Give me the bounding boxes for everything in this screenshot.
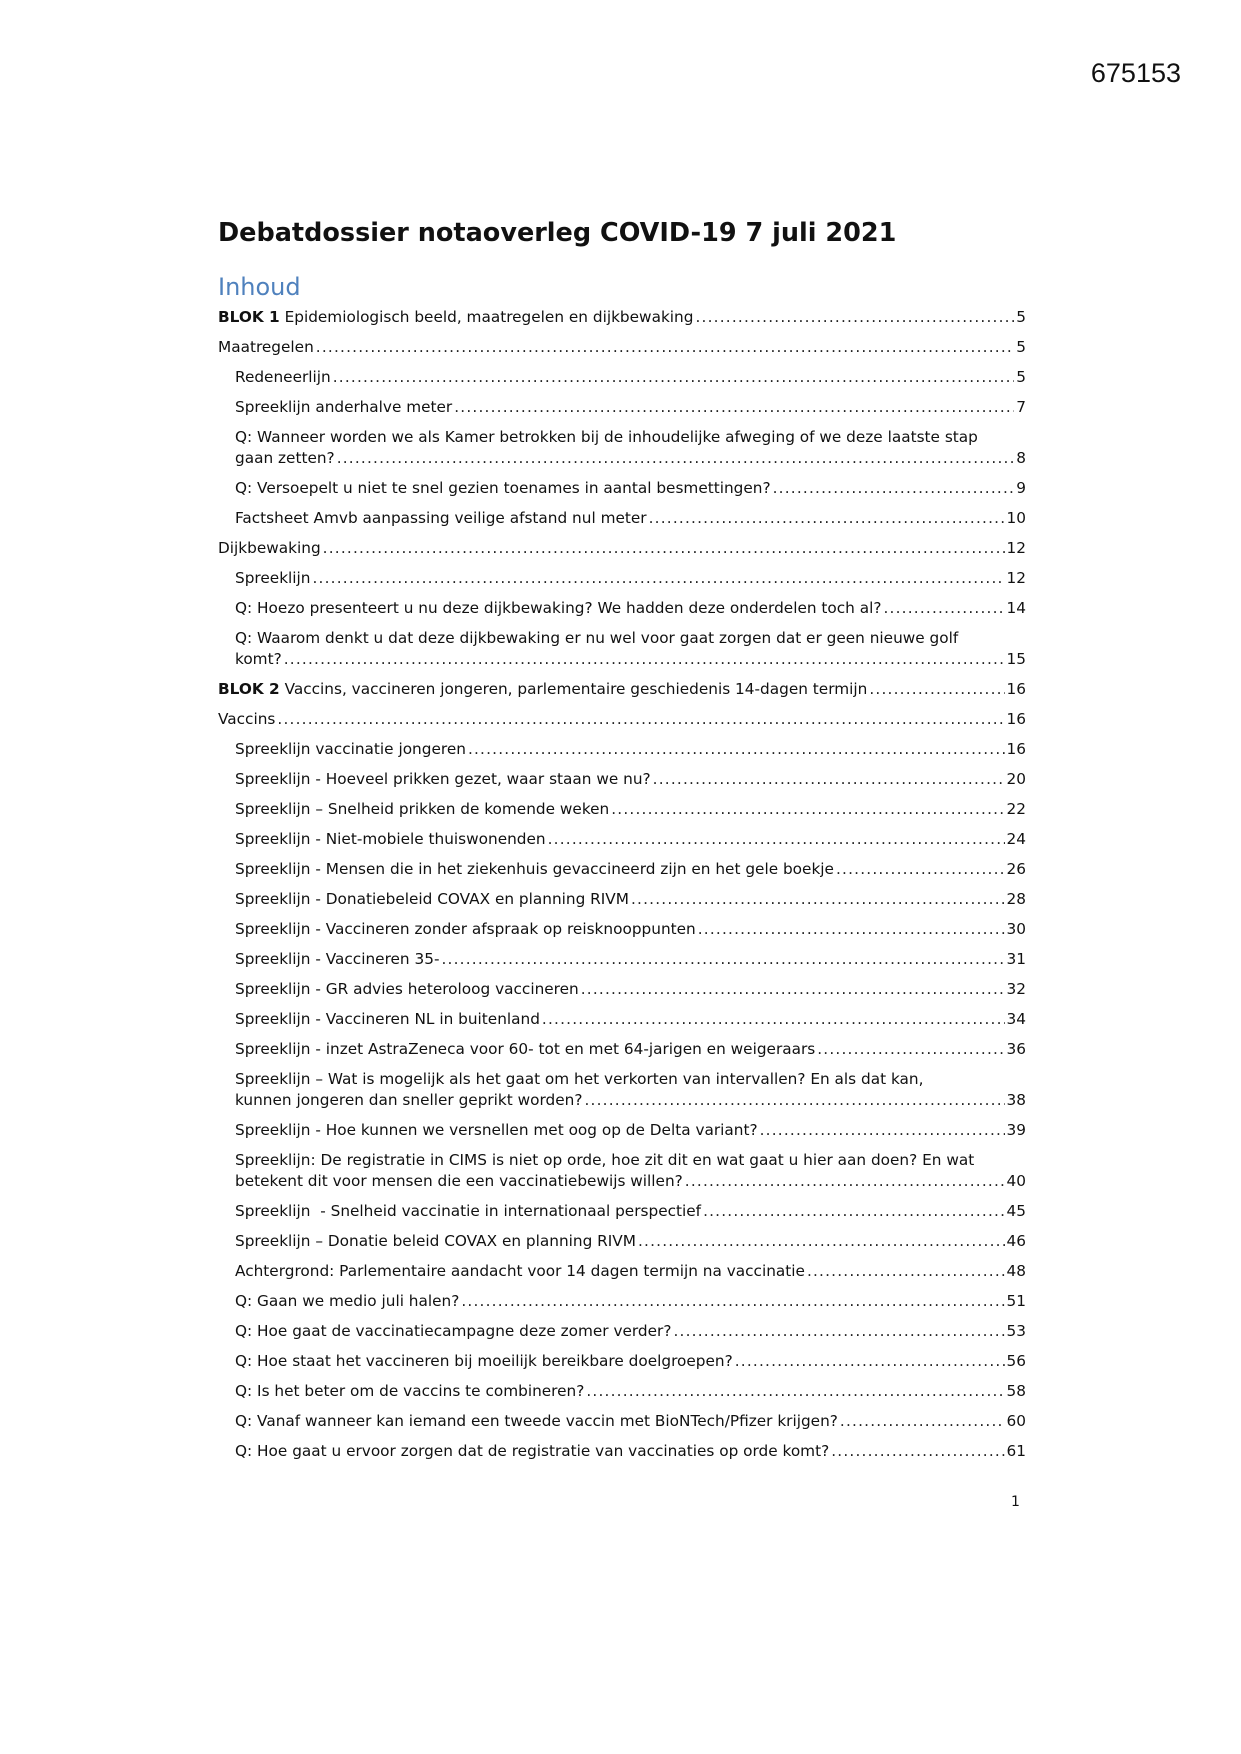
dot-leader	[333, 367, 1015, 388]
toc-entry-text	[218, 337, 314, 358]
dot-leader	[836, 859, 1005, 880]
toc-entry-label: kunnen jongeren dan sneller geprikt worden?	[235, 1091, 583, 1109]
toc-entry-text	[235, 568, 311, 589]
toc-entry-label: komt?	[235, 650, 282, 668]
dot-leader	[313, 568, 1005, 589]
toc-entry-label: Spreeklijn – Donatie beleid COVAX en planning RIVM	[235, 1232, 636, 1250]
toc-entry[interactable]	[235, 1120, 1026, 1150]
toc-entry-text	[235, 448, 335, 469]
toc-entry[interactable]	[235, 568, 1026, 598]
toc-entry-text	[235, 949, 439, 970]
toc-page-number: 5	[1016, 338, 1026, 356]
dot-leader	[869, 679, 1004, 700]
toc-entry[interactable]	[235, 799, 1026, 829]
toc-entry-text	[218, 679, 867, 700]
toc-entry-label: Factsheet Amvb aanpassing veilige afstand nul meter	[235, 509, 647, 527]
toc-page-number: 56	[1006, 1352, 1026, 1370]
toc-entry-text	[235, 1120, 758, 1141]
toc-entry[interactable]	[235, 979, 1026, 1009]
toc-entry[interactable]	[235, 1441, 1026, 1471]
toc-entry-label: Q: Vanaf wanneer kan iemand een tweede vaccin met BioNTech/Pfizer krijgen?	[235, 1412, 838, 1430]
toc-page-number: 20	[1006, 770, 1026, 788]
toc-block-label: BLOK 1	[218, 308, 280, 326]
toc-entry-text	[235, 769, 651, 790]
toc-entry-text-line1: Q: Waarom denkt u dat deze dijkbewaking er nu wel voor gaat zorgen dat er geen nieuwe golf	[235, 629, 959, 647]
dot-leader	[277, 709, 1004, 730]
dot-leader	[548, 829, 1005, 850]
toc-entry[interactable]	[235, 1411, 1026, 1441]
toc-entry[interactable]	[235, 628, 1026, 679]
toc-entry-label: Q: Hoe gaat u ervoor zorgen dat de registratie van vaccinaties op orde komt?	[235, 1442, 830, 1460]
toc-entry-label: gaan zetten?	[235, 449, 335, 467]
dot-leader	[323, 538, 1005, 559]
dot-leader	[461, 1291, 1004, 1312]
toc-entry-text	[235, 649, 282, 670]
toc-page-number: 58	[1006, 1382, 1026, 1400]
toc-page-number: 32	[1006, 980, 1026, 998]
toc-page-number: 31	[1006, 950, 1026, 968]
toc-entry-text	[235, 478, 771, 499]
toc-page-number: 34	[1006, 1010, 1026, 1028]
toc-entry-text	[235, 1351, 733, 1372]
dot-leader	[441, 949, 1004, 970]
toc-entry-text	[235, 1321, 671, 1342]
toc-entry-label: Spreeklijn – Snelheid prikken de komende weken	[235, 800, 610, 818]
dot-leader	[735, 1351, 1005, 1372]
toc-page-number: 14	[1006, 599, 1026, 617]
dot-leader	[581, 979, 1005, 1000]
dot-leader	[611, 799, 1004, 820]
toc-page-number: 15	[1006, 650, 1026, 668]
toc-entry-text	[235, 598, 882, 619]
dot-leader	[685, 1171, 1005, 1192]
toc-page-number: 45	[1006, 1202, 1026, 1220]
toc-entry[interactable]	[235, 769, 1026, 799]
toc-entry-label: Spreeklijn - Donatiebeleid COVAX en planning RIVM	[235, 890, 629, 908]
toc-page-number: 22	[1006, 800, 1026, 818]
dot-leader	[760, 1120, 1005, 1141]
toc-entry[interactable]	[235, 1321, 1026, 1351]
dot-leader	[773, 478, 1015, 499]
toc-entry[interactable]	[218, 337, 1026, 367]
toc-entry[interactable]	[218, 538, 1026, 568]
toc-entry-label: Maatregelen	[218, 338, 314, 356]
toc-entry-label: Achtergrond: Parlementaire aandacht voor 14 dagen termijn na vaccinatie	[235, 1262, 805, 1280]
toc-heading: Inhoud	[218, 273, 301, 301]
toc-page-number: 12	[1006, 569, 1026, 587]
toc-entry-text	[218, 538, 321, 559]
toc-entry-label: Spreeklijn - GR advies heteroloog vaccineren	[235, 980, 579, 998]
document-id: 675153	[1090, 58, 1181, 88]
toc-entry-label: Spreeklijn	[235, 569, 311, 587]
toc-page-number: 24	[1006, 830, 1026, 848]
dot-leader	[542, 1009, 1005, 1030]
table-of-contents	[218, 307, 1026, 1471]
toc-entry[interactable]	[218, 679, 1026, 709]
toc-entry[interactable]	[235, 508, 1026, 538]
dot-leader	[284, 649, 1005, 670]
page-number: 1	[1011, 1494, 1020, 1510]
toc-entry[interactable]	[218, 709, 1026, 739]
toc-entry-label: Vaccins, vaccineren jongeren, parlementaire geschiedenis 14-dagen termijn	[279, 680, 868, 698]
toc-entry-text-line1: Spreeklijn: De registratie in CIMS is niet op orde, hoe zit dit en wat gaat u hier aan doen? En wat	[235, 1151, 975, 1169]
toc-entry-text	[235, 1411, 838, 1432]
toc-page-number: 5	[1016, 308, 1026, 326]
toc-page-number: 60	[1006, 1412, 1026, 1430]
toc-entry-label: Q: Hoezo presenteert u nu deze dijkbewaking? We hadden deze onderdelen toch al?	[235, 599, 882, 617]
toc-page-number: 53	[1006, 1322, 1026, 1340]
toc-page-number: 39	[1006, 1121, 1026, 1139]
toc-entry[interactable]	[235, 1231, 1026, 1261]
toc-entry-text	[218, 307, 693, 328]
toc-page-number: 38	[1006, 1091, 1026, 1109]
dot-leader	[316, 337, 1014, 358]
toc-page-number: 40	[1006, 1172, 1026, 1190]
toc-entry-text	[235, 799, 609, 820]
toc-entry[interactable]	[235, 889, 1026, 919]
dot-leader	[884, 598, 1005, 619]
dot-leader	[703, 1201, 1004, 1222]
toc-entry-label: Spreeklijn - Vaccineren 35-	[235, 950, 440, 968]
toc-entry-label: Dijkbewaking	[218, 539, 321, 557]
toc-entry-text-line1: Q: Wanneer worden we als Kamer betrokken bij de inhoudelijke afweging of we deze laatste stap	[235, 428, 978, 446]
toc-entry-text	[235, 1171, 683, 1192]
toc-entry[interactable]	[235, 397, 1026, 427]
toc-entry-label: Vaccins	[218, 710, 276, 728]
toc-page-number: 9	[1016, 479, 1026, 497]
toc-page-number: 28	[1006, 890, 1026, 908]
dot-leader	[831, 1441, 1004, 1462]
toc-entry-label: Epidemiologisch beeld, maatregelen en dijkbewaking	[279, 308, 694, 326]
toc-entry[interactable]	[235, 1261, 1026, 1291]
toc-page-number: 16	[1006, 680, 1026, 698]
toc-entry-text	[235, 919, 696, 940]
toc-entry[interactable]	[235, 1351, 1026, 1381]
toc-entry-text-line1: Spreeklijn – Wat is mogelijk als het gaat om het verkorten van intervallen? En als dat kan,	[235, 1070, 924, 1088]
toc-block-label: BLOK 2	[218, 680, 280, 698]
toc-page-number: 16	[1006, 740, 1026, 758]
dot-leader	[586, 1381, 1004, 1402]
toc-entry-text	[235, 1291, 459, 1312]
toc-entry-text	[235, 979, 579, 1000]
toc-entry-text	[235, 1381, 584, 1402]
toc-entry-label: Spreeklijn - Hoe kunnen we versnellen met oog op de Delta variant?	[235, 1121, 758, 1139]
dot-leader	[673, 1321, 1004, 1342]
dot-leader	[817, 1039, 1004, 1060]
toc-entry-text	[235, 508, 647, 529]
toc-entry[interactable]	[218, 307, 1026, 337]
dot-leader	[337, 448, 1015, 469]
toc-entry-text	[235, 859, 834, 880]
toc-entry-text	[235, 1009, 540, 1030]
toc-page-number: 30	[1006, 920, 1026, 938]
toc-page-number: 61	[1006, 1442, 1026, 1460]
dot-leader	[695, 307, 1014, 328]
toc-entry-text	[235, 1261, 805, 1282]
dot-leader	[584, 1090, 1004, 1111]
toc-page-number: 48	[1006, 1262, 1026, 1280]
toc-entry[interactable]	[235, 919, 1026, 949]
toc-entry-label: Q: Hoe staat het vaccineren bij moeilijk bereikbare doelgroepen?	[235, 1352, 733, 1370]
toc-page-number: 10	[1006, 509, 1026, 527]
toc-entry[interactable]	[235, 739, 1026, 769]
dot-leader	[649, 508, 1005, 529]
toc-entry-label: Q: Gaan we medio juli halen?	[235, 1292, 460, 1310]
dot-leader	[840, 1411, 1005, 1432]
toc-entry[interactable]	[235, 598, 1026, 628]
toc-entry-text	[235, 739, 466, 760]
toc-entry[interactable]	[235, 1291, 1026, 1321]
toc-entry-label: Q: Versoepelt u niet te snel gezien toenames in aantal besmettingen?	[235, 479, 771, 497]
dot-leader	[807, 1261, 1005, 1282]
toc-entry[interactable]	[235, 829, 1026, 859]
toc-entry-text	[235, 1201, 701, 1222]
dot-leader	[638, 1231, 1005, 1252]
dot-leader	[468, 739, 1005, 760]
toc-entry-label: Redeneerlijn	[235, 368, 331, 386]
toc-entry-text	[235, 889, 629, 910]
toc-entry-label: Spreeklijn - Snelheid vaccinatie in internationaal perspectief	[235, 1202, 702, 1220]
toc-entry-label: Spreeklijn - Vaccineren zonder afspraak op reisknooppunten	[235, 920, 696, 938]
toc-entry-label: Q: Hoe gaat de vaccinatiecampagne deze zomer verder?	[235, 1322, 672, 1340]
document-title: Debatdossier notaoverleg COVID-19 7 juli 2021	[218, 218, 897, 248]
toc-entry[interactable]	[235, 949, 1026, 979]
dot-leader	[454, 397, 1014, 418]
toc-entry-text	[235, 1090, 582, 1111]
dot-leader	[698, 919, 1005, 940]
toc-entry[interactable]	[235, 427, 1026, 478]
toc-page-number: 46	[1006, 1232, 1026, 1250]
toc-entry-text	[235, 829, 546, 850]
toc-entry-label: Spreeklijn - Hoeveel prikken gezet, waar staan we nu?	[235, 770, 651, 788]
toc-entry-label: Spreeklijn - Mensen die in het ziekenhuis gevaccineerd zijn en het gele boekje	[235, 860, 834, 878]
toc-entry[interactable]	[235, 1069, 1026, 1120]
toc-entry[interactable]	[235, 859, 1026, 889]
toc-entry-text	[218, 709, 275, 730]
toc-page-number: 51	[1006, 1292, 1026, 1310]
toc-entry[interactable]	[235, 478, 1026, 508]
toc-entry-label: Spreeklijn - Vaccineren NL in buitenland	[235, 1010, 540, 1028]
toc-entry-text	[235, 1039, 815, 1060]
toc-entry[interactable]	[235, 367, 1026, 397]
toc-entry-label: betekent dit voor mensen die een vaccinatiebewijs willen?	[235, 1172, 683, 1190]
toc-entry[interactable]	[235, 1039, 1026, 1069]
toc-page-number: 8	[1016, 449, 1026, 467]
toc-page-number: 16	[1006, 710, 1026, 728]
toc-entry-label: Spreeklijn vaccinatie jongeren	[235, 740, 466, 758]
toc-page-number: 12	[1006, 539, 1026, 557]
toc-entry-label: Q: Is het beter om de vaccins te combineren?	[235, 1382, 585, 1400]
toc-entry-text	[235, 367, 331, 388]
toc-page-number: 36	[1006, 1040, 1026, 1058]
toc-entry-label: Spreeklijn - inzet AstraZeneca voor 60- tot en met 64-jarigen en weigeraars	[235, 1040, 816, 1058]
toc-page-number: 5	[1016, 368, 1026, 386]
toc-entry-label: Spreeklijn anderhalve meter	[235, 398, 453, 416]
toc-entry[interactable]	[235, 1381, 1026, 1411]
toc-entry-text	[235, 1231, 636, 1252]
toc-entry-text	[235, 1441, 829, 1462]
toc-entry[interactable]	[235, 1150, 1026, 1201]
dot-leader	[653, 769, 1005, 790]
toc-entry[interactable]	[235, 1201, 1026, 1231]
toc-entry[interactable]	[235, 1009, 1026, 1039]
toc-page-number: 26	[1006, 860, 1026, 878]
toc-entry-text	[235, 397, 452, 418]
toc-entry-label: Spreeklijn - Niet-mobiele thuiswonenden	[235, 830, 546, 848]
dot-leader	[631, 889, 1005, 910]
toc-page-number: 7	[1016, 398, 1026, 416]
